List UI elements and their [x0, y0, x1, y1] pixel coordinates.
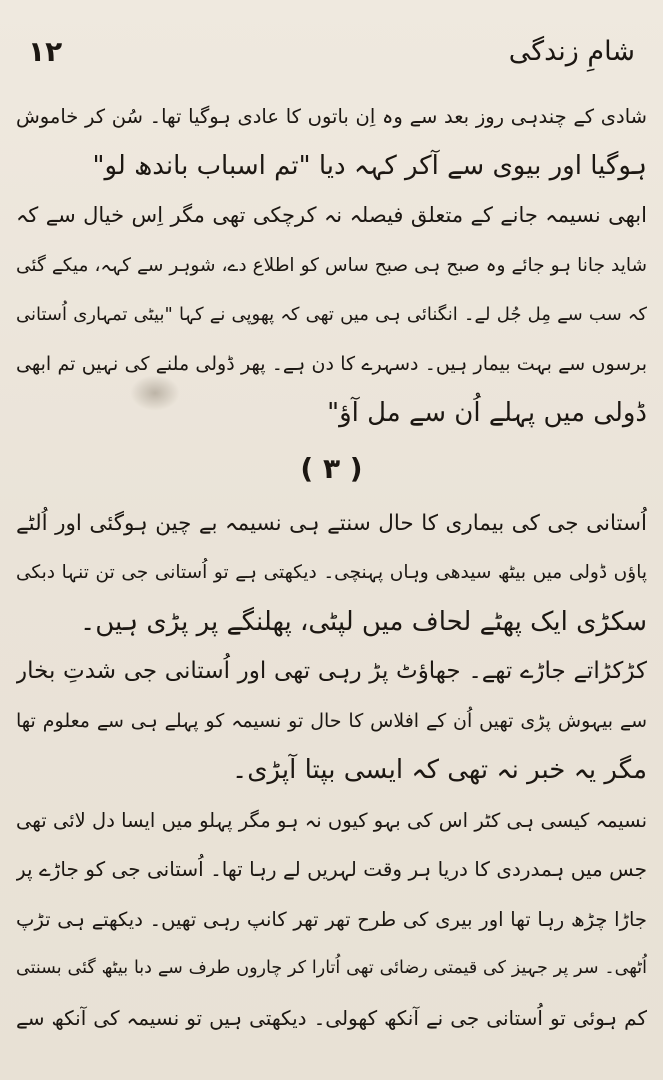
text-line: اُٹھی۔ سر پر جہیز کی قیمتی رضائی تھی اُتارا کر چاروں طرف سے دبا بیٹھ گئی بسنتی [16, 958, 647, 978]
section-number: ( ۳ ) [300, 451, 363, 485]
text-line: برسوں سے بہت بیمار ہیں۔ دسہرے کا دن ہے۔ پھر ڈولی ملنے کی نہیں تم ابھی [16, 352, 647, 375]
text-line: نسیمہ کیسی ہی کٹر اس کی بہو کیوں نہ ہو مگر پہلو میں ایسا دل لائی تھی [16, 808, 647, 832]
text-line: پاؤں ڈولی میں بیٹھ سیدھی وہاں پہنچی۔ دیکھتی ہے تو اُستانی جی تن تنہا دبکی [16, 562, 647, 583]
text-line: اُستانی جی کی بیماری کا حال سنتے ہی نسیمہ بے چین ہوگئی اور اُلٹے [16, 510, 647, 536]
text-line: جس میں ہمدردی کا دریا ہر وقت لہریں لے رہا تھا۔ اُستانی جی کو جاڑے پر [16, 857, 647, 881]
text-line: سکڑی ایک پھٹے لحاف میں لپٹی، پھلنگے پر پڑی ہیں۔ [80, 606, 647, 637]
paragraph-cold-winter [16, 647, 647, 796]
paragraph-ustani-illness [16, 499, 647, 648]
paragraph-opening [16, 92, 647, 191]
page-header [28, 26, 635, 76]
paragraph-naseema-visit [16, 191, 647, 439]
text-line: سے بیہوش پڑی تھیں اُن کے افلاس کا حال تو نسیمہ کو پہلے ہی سے معلوم تھا [16, 709, 647, 732]
page-number: ۱۲ [28, 34, 63, 68]
paragraph-naseema-compassion [16, 796, 647, 1044]
running-title: شامِ زندگی [508, 35, 635, 67]
text-line: کڑکڑاتے جاڑے تھے۔ جھاؤٹ پڑ رہی تھی اور اُستانی جی شدتِ بخار [16, 658, 647, 684]
text-line: کم ہوئی تو اُستانی جی نے آنکھ کھولی۔ دیکھتی ہیں تو نسیمہ کی آنکھ سے [16, 1005, 647, 1030]
text-line: ہوگیا اور بیوی سے آکر کہہ دیا "تم اسباب باندھ لو" [92, 150, 647, 181]
text-line: شادی کے چندہی روز بعد سے وہ اِن باتوں کا عادی ہوگیا تھا۔ سُن کر خاموش [16, 105, 647, 128]
text-line: شاید جانا ہو جائے وہ صبح ہی صبح ساس کو اطلاع دے، شوہر سے کہہ، میکے گئی [16, 254, 647, 276]
text-line: جاڑا چڑھ رہا تھا اور بیری کی طرح تھر تھر کانپ رہی تھیں۔ دیکھتے ہی تڑپ [16, 907, 647, 931]
page-body [16, 92, 647, 1070]
text-line: کہ سب سے مِل جُل لے۔ انگنائی ہی میں تھی کہ پھوپی نے کہا "بیٹی تمہاری اُستانی [16, 304, 647, 325]
text-line: ڈولی میں پہلے اُن سے مل آؤ" [327, 398, 647, 428]
text-line: مگر یہ خبر نہ تھی کہ ایسی بپتا آپڑی۔ [231, 755, 647, 785]
text-line: ابھی نسیمہ جانے کے متعلق فیصلہ نہ کرچکی تھی مگر اِس خیال سے کہ [16, 203, 647, 227]
